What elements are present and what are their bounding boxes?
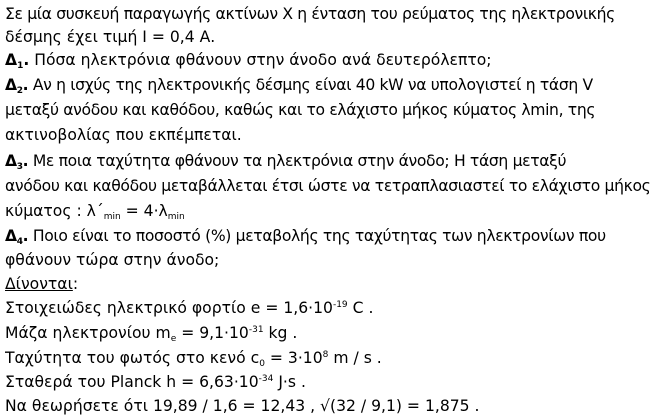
question-d3-line-2: ανόδου και καθόδου μεταβάλλεται έτσι ώστε να τετραπλασιαστεί το ελάχιστο μήκος <box>5 177 651 195</box>
question-d2-text: Αν η ισχύς της ηλεκτρονικής δέσμης είναι 40 kW να υπολογιστεί η τάση V <box>28 76 593 94</box>
question-d3-text: Με ποια ταχύτητα φθάνουν τα ηλεκτρόνια στην άνοδο; Η τάση μεταξύ <box>28 152 567 170</box>
question-d2-line-2: μεταξύ ανόδου και καθόδου, καθώς και το ελάχιστο μήκος κύματος λmin, της <box>5 101 596 119</box>
question-d1 <box>5 48 659 72</box>
question-d1-label: $\Delta_1$. <box>5 51 30 71</box>
question-d3-line-1 <box>5 149 659 173</box>
given-planck-constant: Σταθερά του Planck $h = 6,63\cdot 10^{-34}$ J·s . <box>5 373 306 391</box>
question-d4-line-2: φθάνουν τώρα στην άνοδο; <box>5 251 220 269</box>
question-d1-text: Πόσα ηλεκτρόνια φθάνουν στην άνοδο ανά δευτερόλεπτο; <box>29 51 492 69</box>
given-hint: Να θεωρήσετε ότι 19,89 / 1,6 = 12,43 , √(32 / 9,1) = 1,875 . <box>5 397 480 415</box>
given-heading: Δίνονται: <box>5 275 79 293</box>
question-d3-line-3: κύματος : $\lambda΄_{min} = 4\cdot\lambda_{min}$ <box>5 202 185 222</box>
intro-line-2: δέσμης έχει τιμή Ι = 0,4 Α. <box>5 28 216 46</box>
question-d4-label: $\Delta_4$. <box>5 227 29 247</box>
given-speed-of-light: Ταχύτητα του φωτός στο κενό $c_0 = 3\cdot 10^8$ m / s . <box>5 349 382 369</box>
question-d2-label: $\Delta_2$. <box>5 76 29 96</box>
question-d2-line-1 <box>5 73 659 97</box>
question-d3-label: $\Delta_3$. <box>5 152 29 172</box>
given-electron-mass: Μάζα ηλεκτρονίου $m_e = 9,1\cdot 10^{-31}$ kg . <box>5 324 298 344</box>
intro-line-1: Σε μία συσκευή παραγωγής ακτίνων Χ η ένταση του ρεύματος της ηλεκτρονικής <box>5 5 615 23</box>
question-d4-line-1 <box>5 224 659 248</box>
given-electron-charge: Στοιχειώδες ηλεκτρικό φορτίο $e = 1,6\cdot 10^{-19}$ C . <box>5 299 374 317</box>
question-d2-line-3: ακτινοβολίας που εκπέμπεται. <box>5 126 242 144</box>
question-d4-text: Ποιο είναι το ποσοστό (%) μεταβολής της ταχύτητας των ηλεκτρονίων που <box>28 227 606 245</box>
